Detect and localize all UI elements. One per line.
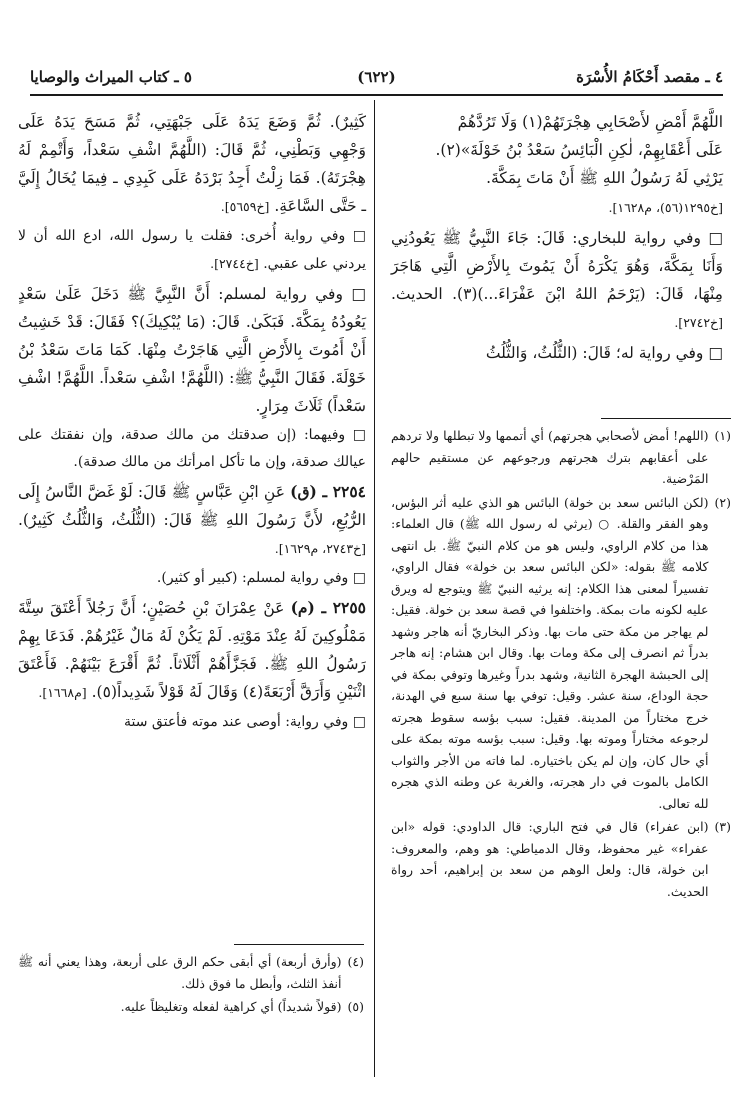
footnote-text: (لكن البائس سعد بن خولة) البائس هو الذي عليه أثر البؤس، وهو الفقر والقلة. ○ (يرثي له رسول الله ﷺ) قال العلماء: هذا من كلام الراوي، وليس هو من كلام النبيّ ﷺ. بل انتهى كلامه ﷺ بقوله: «لكن البائس سعد بن خولة» فقال الراوي، تفسيراً لمعنى هذا الكلام: إنه يرثيه النبيّ ﷺ ويتوجع له ويرق عليه لكونه مات بمكة. واختلفوا في قصة سعد بن خولة. فقيل: لم يهاجر من مكة حتى مات بها. وذكر البخاريّ أنه هاجر وشهد بدراً ثم انصرف إلى مكة ومات بها. وقال ابن هشام: إنه هاجر إلى الحبشة الهجرة الثانية، وشهد بدراً وغيرها وتوفي بمكة في حجة الوداع، سنة عشر. وقيل: توفي بها سنة سبع في الهدنة، خرج مختاراً من المدينة. فقيل: سبب بؤسه سقوط هجرته لرجوعه مختاراً وموته بها. وقيل: سبب بؤسه موته بمكة على أي حال كان، وإن لم يكن باختياره. لما فاته من الأجر والثواب الكامل بالموت في دار هجرته، والغربة عن وطنه الذي هجره لله تعالى. [391,494,709,811]
reference: [خ٢٧٤٤]. [210,256,259,271]
hadith-2254 [18,478,366,563]
narration-both: □ وفيهما: (إن صدقتك من مالك صدقة، وإن نفقتك على عيالك صدقة، وإن ما تأكل امرأتك من مالك صدقة). [18,427,366,470]
footnote-text: (وأرق أربعة) أي أبقى حكم الرق على أربعة، وهذا يعني أنه ﷺ أنفذ الثلث، وأبطل ما فوق ذلك. [18,954,342,991]
reference: [خ٢٧٤٢]. [674,315,723,330]
footnote-number: (٢) [714,494,731,510]
right-footnotes [391,418,731,904]
text-line: عَلَى أَعْقَابِهِمْ، لٰكِنِ الْبَائِسُ سَعْدُ بْنُ خَوْلَةَ»(٢). [435,141,723,159]
reference: [خ٢٧٤٣، م١٦٢٩]. [274,541,366,556]
right-column [391,108,723,369]
footnote [18,996,364,1018]
hadith-text: عَنْ عِمْرَانَ بْنِ حُصَيْنٍ؛ أَنَّ رَجُلاً أَعْتَقَ سِتَّةَ مَمْلُوكِينَ لَهُ عِنْدَ مَوْتِهِ. لَمْ يَكُنْ لَهُ مَالٌ غَيْرُهُمْ. فَدَعَا بِهِمْ رَسُولُ اللهِ ﷺ. فَجَزَّأَهُمْ أَثْلَاثاً. ثُمَّ أَقْرَعَ بَيْنَهُمْ. فَأَعْتَقَ اثْنَيْنِ وَأَرَقَّ أَرْبَعَةً(٤) وَقَالَ لَهُ قَوْلاً شَدِيداً(٥). [18,599,366,701]
page-number: (٦٢٢) [357,68,396,86]
narration-muslim-2: □ وفي رواية لمسلم: (كبير أو كثير). [156,570,366,586]
header-section-title: ٤ ـ مقصد أَحْكَامُ الأُسْرَة [576,68,723,86]
hadith-text: كَثِيرٌ). ثُمَّ وَضَعَ يَدَهُ عَلَى جَبْهَتِي، ثُمَّ مَسَحَ يَدَهُ عَلَى وَجْهِي وَبَطْنِي، ثُمَّ قَالَ: (اللَّهُمَّ اشْفِ سَعْداً، وَأَتْمِمْ لَهُ هِجْرَتَهُ). فَمَا زِلْتُ أَجِدُ بَرْدَهُ عَلَى كَبِدِي ـ فِيمَا يُخَالُ إِلَيَّ ـ حَتَّى السَّاعَةِ. [18,113,366,215]
reference-line [391,194,723,222]
footnote-number: (٥) [347,999,364,1014]
footnote-rule [601,418,731,419]
footnote [391,816,731,902]
footnote-text: (اللهم! أمض لأصحابي هجرتهم) أي أتممها ولا تبطلها ولا تردهم على أعقابهم بترك هجرتهم ورجوعهم عن مستقيم حالهم المَرْضية. [391,428,709,486]
narration-bukhari [391,224,723,337]
hadith-continuation [391,108,723,192]
footnote-rule [234,944,364,945]
column-divider [374,100,375,1077]
narration-other [18,223,366,278]
text-line: يَرْثِي لَهُ رَسُولُ اللهِ ﷺ أَنْ مَاتَ بِمَكَّةَ. [486,169,723,187]
reference: [خ١٢٩٥(٥٦)، م١٦٢٨]. [608,200,723,215]
hadith-text: عَنِ ابْنِ عَبَّاسٍ ﷺ قَالَ: لَوْ غَضَّ النَّاسُ إِلَى الرُّبُعِ، لأَنَّ رَسُولَ اللهِ ﷺ قَالَ: (الثُّلُثُ، وَالثُّلُثُ كَثِيرٌ). [18,483,366,529]
footnote [391,492,731,815]
hadith-number: ٢٢٥٤ ـ (ق) [290,482,366,501]
footnote-text: (ابن عفراء) قال في فتح الباري: قال الداودي: قوله «ابن عفراء» غير محفوظ، وقال الدمياطي: هو وهم، والمعروف: ابن خولة، قال: ولعل الوهم من سعد بن إبراهيم، أحد رواة الحديث. [391,819,709,899]
left-column [18,108,366,738]
reference: [م١٦٦٨]. [38,685,87,700]
hadith-2255 [18,594,366,707]
running-header [30,60,723,96]
narration-text: □ وفي رواية أُخرى: فقلت يا رسول الله، ادع الله أن لا يردني على عقبي. [18,228,366,272]
footnote [18,951,364,994]
footnote-number: (٣) [714,819,731,834]
left-footnotes [18,944,364,1020]
reference: [خ٥٦٥٩]. [220,199,270,214]
footnote-number: (١) [714,428,731,443]
narration-third: □ وفي رواية له؛ قَالَ: (الثُّلُثُ، وَالثُّلُثُ [485,344,723,362]
hadith-continuation [18,108,366,221]
text-line: اللَّهُمَّ أَمْضِ لأَصْحَابِي هِجْرَتَهُمْ(١) وَلَا تَرُدَّهُمْ [457,113,723,131]
header-chapter-title: ٥ ـ كتاب الميراث والوصايا [29,68,192,86]
narration-bequest: □ وفي رواية: أوصى عند موته فأعتق ستة [124,714,366,730]
footnote-text: (قولاً شديداً) أي كراهية لفعله وتغليظاً عليه. [120,999,342,1014]
narration-text: □ وفي رواية للبخاري: قَالَ: جَاءَ النَّبِيُّ ﷺ يَعُودُنِي وَأَنَا بِمَكَّةَ، وَهُوَ يَكْرَهُ أَنْ يَمُوتَ بِالأَرْضِ الَّتِي هَاجَرَ مِنْهَا، قَالَ: (يَرْحَمُ اللهُ ابْنَ عَفْرَاءَ...)(٣). الحديث. [391,229,723,303]
narration-muslim: □ وفي رواية لمسلم: أَنَّ النَّبِيَّ ﷺ دَخَلَ عَلَىٰ سَعْدٍ يَعُودُهُ بِمَكَّةَ. فَبَكَىٰ. قَالَ: (مَا يُبْكِيكَ)؟ فَقَالَ: قَدْ خَشِيتُ أَنْ أَمُوتَ بِالأَرْضِ الَّتِي هَاجَرْتُ مِنْهَا. كَمَا مَاتَ سَعْدُ بْنُ خَوْلَةَ. فَقَالَ النَّبِيُّ ﷺ: (اللَّهُمَّ! اشْفِ سَعْداً. اللَّهُمَّ! اشْفِ سَعْداً) ثَلَاثَ مِرَارٍ. [18,285,366,415]
footnote-number: (٤) [347,954,364,969]
footnote [391,425,731,490]
hadith-number: ٢٢٥٥ ـ (م) [290,598,366,617]
